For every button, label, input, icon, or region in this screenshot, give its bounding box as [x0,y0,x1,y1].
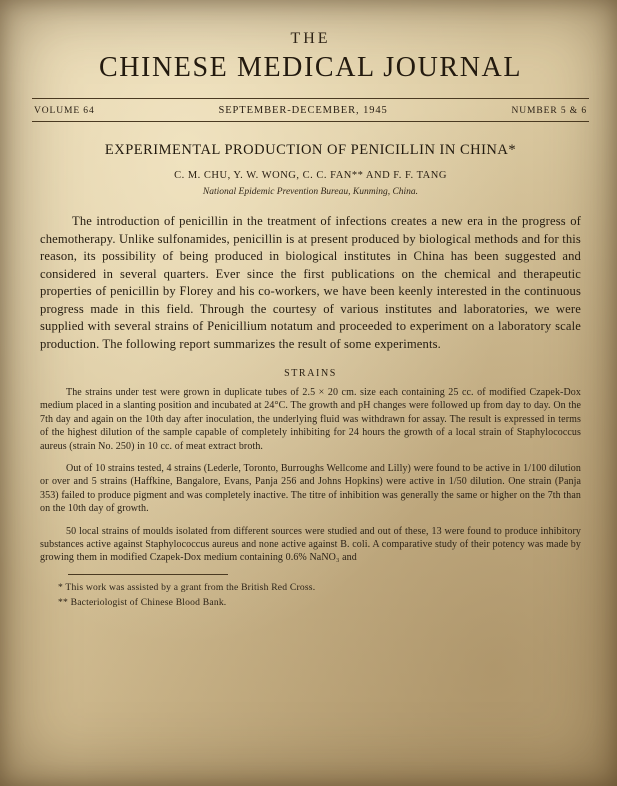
issue-line [34,105,587,116]
journal-title: CHINESE MEDICAL JOURNAL [98,52,523,83]
footnotes [40,581,581,609]
article-title: EXPERIMENTAL PRODUCTION OF PENICILLIN IN CHINA* [104,142,517,158]
issue-date: SEPTEMBER-DECEMBER, 1945 [218,105,388,116]
article-body [40,386,581,565]
masthead-divider-bottom [32,121,589,122]
masthead-the: THE [290,30,331,47]
volume-label: VOLUME 64 [34,106,95,116]
article-affiliation: National Epidemic Prevention Bureau, Kunming, China. [202,187,419,197]
issue-number: NUMBER 5 & 6 [511,106,587,116]
section-heading-strains: STRAINS [284,368,337,379]
footnote-divider [68,574,228,575]
body-paragraph: The strains under test were grown in duplicate tubes of 2.5 × 20 cm. size each containing 25 cc. of modified Czapek-Dox medium placed in a slanting position and incubated at 24°C. The growth and pH changes were followed up from day to day. On the 7th day and again on the 10th day after inoculation, the underlying fluid was withdrawn for assay. The result is expressed in terms of the highest dilution of the sample capable of completely inhibiting for 24 hours the growth of a local strain of Staphylococcus aureus (strain No. 250) in 10 cc. of meat extract broth. [40,387,581,452]
body-paragraph: Out of 10 strains tested, 4 strains (Lederle, Toronto, Burroughs Wellcome and Lilly) were found to be active in 1/100 dilution or over and 5 strains (Haffkine, Bangalore, Evans, Panja 256 and Johns Hopkins) were active in 1/50 dilution. One strain (Panja 353) failed to produce pigment and was completely inactive. The titre of inhibition was generally the same or higher on the 7th than on the 10th day of growth. [40,463,581,515]
article-authors: C. M. CHU, Y. W. WONG, C. C. FAN** AND F. F. TANG [174,170,447,181]
page-content [28,14,593,776]
body-paragraph: 50 local strains of moulds isolated from different sources were studied and out of these, 13 were found to produce inhibitory substances active against Staphylococcus aureus and none active against B. coli. A comparative study of their potency was made by growing them in modified Czapek-Dox medium containing 0.6% NaNO₃ and [40,525,581,564]
article-intro-block [40,213,581,353]
intro-paragraph: The introduction of penicillin in the treatment of infections creates a new era in the progress of chemotherapy. Unlike sulfonamides, penicillin is at present produced by biological methods and for this reason, its possibility of being produced in biological institutes in China has been suggested and considered in several quarters. Ever since the first publications on the chemical and therapeutic properties of penicillin by Florey and his co-workers, we have been keenly interested in the continuous progress made in this field. Through the courtesy of various institutes and laboratories, we were supplied with several strains of Penicillium notatum and proceeded to experiment on a laboratory scale production. The following report summarizes the result of some experiments. [40,214,581,351]
footnote-item: * This work was assisted by a grant from the British Red Cross. [58,581,316,593]
footnote-item: ** Bacteriologist of Chinese Blood Bank. [58,596,227,608]
masthead-divider-top [32,98,589,99]
